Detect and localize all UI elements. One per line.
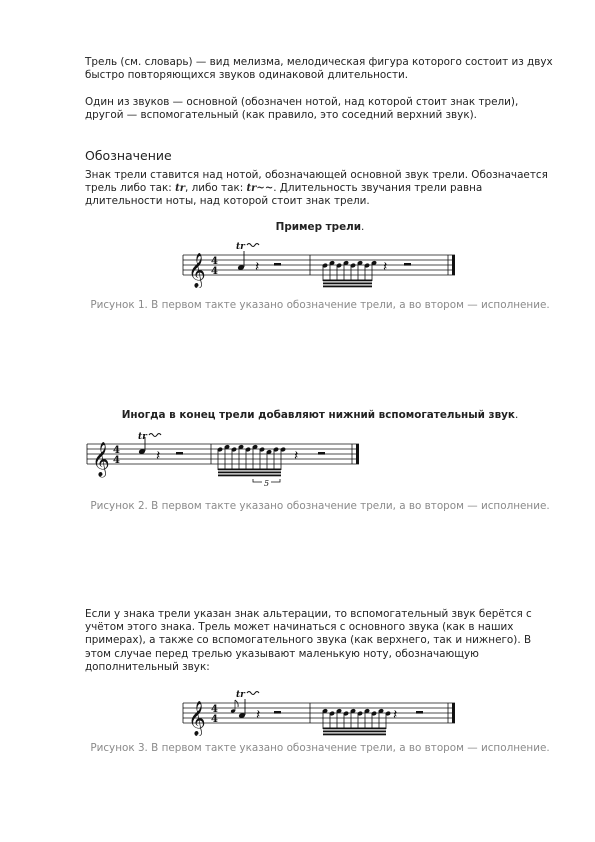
trill-execution-notes xyxy=(322,708,391,716)
section-heading: Обозначение xyxy=(85,148,172,163)
time-signature xyxy=(113,445,120,466)
figure-1-caption: Рисунок 1. В первом такте указано обозначение трели, а во втором — исполнение. xyxy=(90,299,550,311)
grace-note xyxy=(230,700,238,713)
figure-3-staff xyxy=(180,686,460,736)
half-rest-icon xyxy=(274,263,281,266)
treble-clef-icon: 𝄞 xyxy=(188,253,206,288)
time-signature xyxy=(211,704,218,725)
quarter-rest-icon: 𝄽 xyxy=(156,448,161,464)
quarter-rest-icon: 𝄽 xyxy=(256,707,261,723)
svg-text:4: 4 xyxy=(211,256,218,267)
figure-2-caption: Рисунок 2. В первом такте указано обозначение трели, а во втором — исполнение. xyxy=(90,500,550,512)
notation-paragraph xyxy=(85,169,555,209)
svg-text:4: 4 xyxy=(113,445,120,456)
half-rest-icon xyxy=(176,452,183,455)
svg-text:4: 4 xyxy=(113,455,120,466)
treble-clef-icon: 𝄞 xyxy=(92,442,110,477)
tuplet-number: 5 xyxy=(263,479,270,488)
trill-mark: tr xyxy=(236,690,245,700)
figure-2-title-bold: Иногда в конец трели добавляют нижний вспомогательный звук xyxy=(121,409,515,421)
trill-symbol-short: tr xyxy=(175,183,185,195)
figure-1-title-tail: . xyxy=(361,221,365,233)
notation-text-1: Знак трели ставится над нотой, обозначающей основной звук трели. Обозначается трель либо так: xyxy=(85,169,548,195)
intro-paragraph: Трель (см. словарь) — вид мелизма, мелодическая фигура которого состоит из двух быстро повторяющихся звуков одинаковой длительности. xyxy=(85,56,553,82)
figure-2-staff xyxy=(84,427,364,491)
figure-1-staff xyxy=(180,238,460,288)
quarter-rest-icon: 𝄽 xyxy=(393,707,398,723)
alteration-paragraph: Если у знака трели указан знак альтерации, то вспомогательный звук берётся с учётом этого знака. Трель может начинаться с основного звука (как в наших примерах), а также со вспомогательного звука (как верхнего, так и нижнего). В этом случае перед трелью указывают маленькую ноту, обозначающую дополнительный звук: xyxy=(85,608,532,673)
treble-clef-icon: 𝄞 xyxy=(188,701,206,736)
quarter-rest-icon: 𝄽 xyxy=(383,259,388,275)
figure-2-title xyxy=(85,409,555,422)
half-rest-icon xyxy=(274,711,281,714)
trill-mark: tr xyxy=(236,242,245,252)
half-rest-icon xyxy=(404,263,411,266)
time-signature xyxy=(211,256,218,277)
trill-execution-notes xyxy=(217,444,286,455)
trill-symbol-long: tr~~ xyxy=(246,183,274,195)
second-paragraph: Один из звуков — основной (обозначен нотой, над которой стоит знак трели), другой — вспомогательный (как правило, это соседний верхний звук). xyxy=(85,96,519,122)
svg-text:4: 4 xyxy=(211,714,218,725)
figure-3-caption: Рисунок 3. В первом такте указано обозначение трели, а во втором — исполнение. xyxy=(90,742,550,754)
half-rest-icon xyxy=(318,452,325,455)
notation-text-2: , либо так: xyxy=(184,182,247,195)
figure-1-title xyxy=(85,221,555,234)
notation-text-3: . Длительность звучания трели равна длительности ноты, над которой стоит знак трели. xyxy=(85,182,483,208)
figure-1-title-bold: Пример трели xyxy=(275,221,362,233)
figure-2-title-tail: . xyxy=(514,409,519,421)
quarter-rest-icon: 𝄽 xyxy=(294,448,299,464)
quarter-rest-icon: 𝄽 xyxy=(255,259,260,275)
svg-text:4: 4 xyxy=(211,704,218,715)
svg-text:4: 4 xyxy=(211,266,218,277)
half-rest-icon xyxy=(416,711,423,714)
trill-mark: tr xyxy=(138,432,147,442)
